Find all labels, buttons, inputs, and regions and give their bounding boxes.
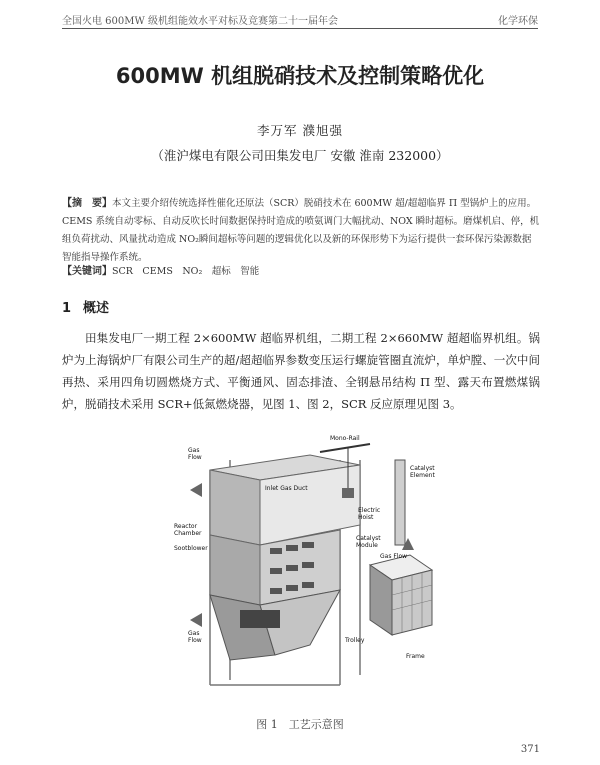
label-gas-flow-right: Gas Flow: [380, 553, 408, 560]
paper-title: 600MW 机组脱硝技术及控制策略优化: [115, 64, 485, 88]
label-sootblower: Sootblower: [174, 545, 208, 552]
running-header: [62, 10, 538, 29]
page-number: 371: [520, 744, 540, 755]
abstract-label: 【摘 要】: [62, 198, 112, 209]
figure-caption: 图 1 工艺示意图: [256, 718, 344, 731]
reactor-front: [210, 535, 260, 605]
abstract-text: 本文主要介绍传统选择性催化还原法（SCR）脱硝技术在 600MW 超/超超临界 Π 型锅炉上的应用。CEMS 系统自动零标、自动反吹长时间数据保持时造成的喷氨调门大幅扰动、NOX 瞬时超标。磨煤机启、停，机组负荷扰动、风量扰动造成 NO₂瞬间超标等问题的逻辑优化以及新的环保形势下为运行提供一套环保污染源数据智能指导操作系统。: [62, 198, 540, 263]
label-gas-flow-in: Gas Flow: [188, 447, 202, 461]
label-catalyst-element: Catalyst Element: [410, 465, 435, 479]
section-heading: [62, 297, 109, 316]
label-inlet-gas-duct: Inlet Gas Duct: [265, 485, 308, 492]
electric-hoist: [342, 488, 354, 498]
label-mono-rail: Mono-Rail: [330, 435, 360, 442]
mono-rail: [320, 444, 370, 452]
duct-front: [210, 470, 260, 545]
affiliation: （淮沪煤电有限公司田集发电厂 安徽 淮南 232000）: [151, 148, 449, 163]
abstract: [62, 195, 540, 267]
catalyst-element: [395, 460, 405, 545]
section-number: 1: [62, 301, 72, 316]
process-diagram-figure: [170, 430, 440, 695]
label-electric-hoist: Electric Hoist: [358, 507, 381, 521]
header-conference: 全国火电 600MW 级机组能效水平对标及竞赛第二十一届年会: [62, 16, 338, 27]
label-gas-flow-out: Gas Flow: [188, 630, 202, 644]
keywords-label: 【关键词】: [62, 266, 112, 277]
authors: 李万军 濮旭强: [257, 123, 343, 138]
section-title: 概述: [83, 301, 110, 316]
keywords: [62, 262, 540, 277]
label-catalyst-module: Catalyst Module: [356, 535, 381, 549]
trolley-unit: [240, 610, 280, 628]
body-paragraph: 田集发电厂一期工程 2×600MW 超临界机组，二期工程 2×660MW 超超临界机组。锅炉为上海锅炉厂有限公司生产的超/超超临界参数变压运行螺旋管圈直流炉，单炉膛、一次中间再热、采用四角切圆燃烧方式、平衡通风、固态排渣、全钢悬吊结构 Π 型、露天布置燃煤锅炉，脱硝技术采用 SCR+低氮燃烧器，见图 1、图 2，SCR 反应原理见图 3。: [62, 331, 540, 411]
keywords-text: SCR CEMS NO₂ 超标 智能: [112, 266, 260, 277]
label-trolley: Trolley: [345, 637, 365, 644]
header-section: 化学环保: [498, 16, 538, 27]
label-frame: Frame: [406, 653, 425, 660]
label-reactor-chamber: Reactor Chamber: [174, 523, 202, 537]
